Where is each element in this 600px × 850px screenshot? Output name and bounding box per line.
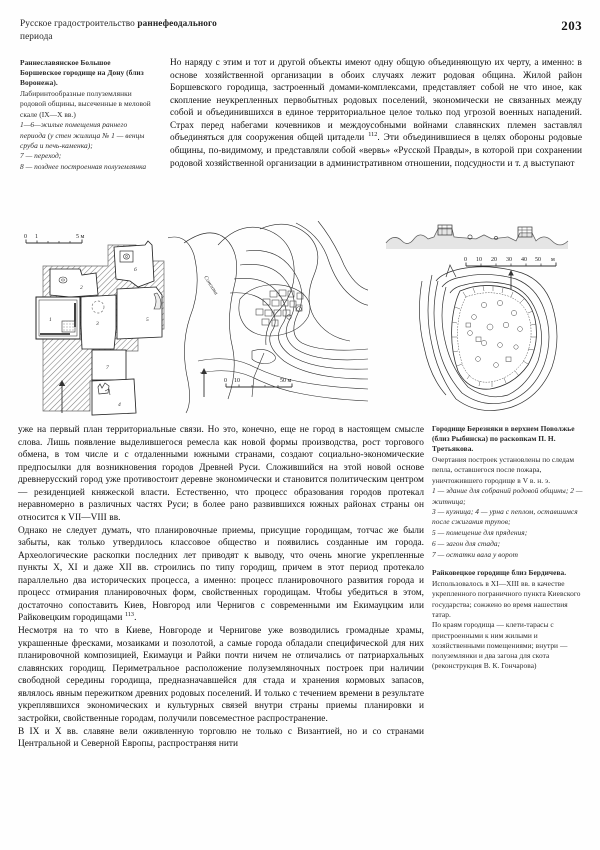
caption-spacer <box>432 560 584 568</box>
body-bottom-p4: В IX и X вв. славяне вели оживленную торговлю не только с Византией, но и со странами Центральной и Северной Европы, распространяя нити <box>18 726 424 750</box>
scale-bar-fig1 <box>24 234 85 243</box>
page-number: 203 <box>561 18 582 33</box>
running-head <box>20 18 350 44</box>
svg-text:5 м: 5 м <box>76 234 85 240</box>
svg-text:1: 1 <box>35 234 38 240</box>
svg-text:0: 0 <box>464 257 467 263</box>
running-head-line2: периода <box>20 32 53 43</box>
caption-right-block1-key-3: 5 — помещение для прядения; <box>432 528 528 538</box>
body-top-paragraph <box>170 57 582 170</box>
terrain-profile <box>386 225 568 249</box>
svg-text:20: 20 <box>491 257 497 263</box>
footnote-marker-112: 112 <box>368 131 378 139</box>
svg-text:30: 30 <box>506 257 512 263</box>
running-head-text: Русское градостроительство <box>20 19 138 29</box>
body-top-part2: . Эти объединившиеся в целях обороны родовые общины, по-видимому, и представляли собой «вервь» «Русской Правды», в которой при сохранении родовой хозяйственной организации в административном отношении, подсудности и т. д выступают <box>170 133 582 169</box>
room-label-2: 2 <box>80 285 83 291</box>
room-label-1: 1 <box>49 317 52 323</box>
svg-text:10: 10 <box>476 257 482 263</box>
room-label-7: 7 <box>106 365 109 371</box>
body-bottom-p2-part1: Однако не следует думать, что планировочные приемы, присущие городищам, тотчас же были забыты, как только утвердилось классовое общество и появились созданные им города. Археологические раскопки последних лет приводят к выводу, что очень многие укрепленные пункты X, XI и даже XII вв. строились по типу городищ, причем в этот период протекало параллельно два исторических процесса, а именно: процесс планировочного развития города и процесс отмирания планировочных форм, свойственных городищам. Чтобы убедиться в этом, достаточно сопоставить Киев, Новгород или Чернигов с современными им Екимауцким или Райковецким городищами <box>18 525 424 624</box>
caption-right-block1-key-1: 1 — здание для собраний родовой общины; 2 — житница; <box>432 486 583 506</box>
figure-group <box>0 215 600 420</box>
body-bottom-p2 <box>18 525 424 626</box>
running-head-bold: раннефеодального <box>137 19 217 29</box>
figure-borshevo-plan <box>18 221 178 421</box>
room-label-6: 6 <box>134 267 137 273</box>
stone-stove <box>62 321 75 332</box>
inner-court-outline <box>452 285 537 389</box>
scale-bar-fig3 <box>464 257 556 266</box>
caption-right-block1-key-4: 6 — загон для стада; <box>432 538 501 548</box>
contour-lines <box>168 221 368 413</box>
body-bottom-p1: уже на первый план территориальные связи. Но это, конечно, еще не город в настоящем смысле слова. Лишь появление выделившегося ремесла как новой формы производства, рост торгового обмена, в том числе и с отдаленными южными странами, создают социально-экономические предпосылки для возникновения городов Древней Руси. Сложившийся на этой новой основе древнерусский город уже противостоит деревне экономически и становится политическим центром — резиденцией княжеской власти. Естественно, что процесс образования городов протекал неравномерно в различных частях Руси; в более рано развившихся южных районах страны он относится к VII—VIII вв. <box>18 425 424 523</box>
body-bottom-p2-part2: . <box>134 613 137 624</box>
caption-right-block1-key-5: 7 — остатки вала у ворот <box>432 549 518 559</box>
north-arrow-fig2 <box>201 368 207 397</box>
body-text-top <box>170 57 582 170</box>
footnote-marker-113: 113 <box>124 611 135 619</box>
svg-text:50 м: 50 м <box>280 378 292 384</box>
room-4 <box>92 379 136 415</box>
river-label: Сонохта <box>202 274 219 297</box>
caption-right-block1-desc: Очертания построек установлены по следам пепла, оставшегося после пожара, уничтожившего городище в V в. н. э. <box>432 455 575 485</box>
caption-left-key-2: 7 — переход; <box>20 151 62 161</box>
caption-right-block2-title: Райковецкое городище близ Бердичева. <box>432 568 567 578</box>
svg-text:10: 10 <box>234 378 240 384</box>
caption-right-block2-key-1: По краям городища — клети-тарасы с пристроенными к ним жилыми и хозяйственными помещениями; внутри — полуземлянки и два загона для скота (реконструкция В. К. Гончарова) <box>432 620 568 671</box>
figure-bereznyaki-contour-map <box>168 221 368 416</box>
svg-text:0: 0 <box>24 234 27 240</box>
caption-left-key-3: 8 — позднее построенная полуземлянка <box>20 162 147 172</box>
svg-text:40: 40 <box>521 257 527 263</box>
caption-left-key-1: 1—6—жилые помещения раннего периода (у стен жилища № 1 — венцы сруба и печь-каменка); <box>20 120 145 150</box>
body-bottom-p3: Несмотря на то что в Киеве, Новгороде и Чернигове уже возводились громадные храмы, украшенные фресками, мозаиками и позолотой, а самые города обладали специфической для них планировочной композицией, Екимауци и Райки почти ничем не отличались от патриархальных славянских городищ. Периметральное расположение полуземляночных построек при наличии свободной середины городища, предназначавшейся для стада и хранения кормовых запасов, являлось явным пережитком древних родовых поселений. И только с течением времени в результате укреплявшихся экономических и культурных связей внутри страны приемы планировки и застройки, свойственные городам, получили повсеместное распространение. <box>18 626 424 724</box>
gate-notch <box>446 265 456 277</box>
figure-caption-right <box>432 424 584 672</box>
svg-text:50: 50 <box>535 257 541 263</box>
caption-left-title: Раннеславянское Большое Боршевское городище на Дону (близ Воронежа). <box>20 58 144 88</box>
body-top-part1: Но наряду с этим и тот и другой объекты имеют одну общую объединяющую их черту, а именно: в основе хозяйственной организации в обоих случаях лежит родовая община. Жилой район Боршевского городища, застроенный домами-комплексами, представляет собой не что иное, как скопление неукрепленных первобытных родовых поселений, экономически не связанных между собой и объединившихся в единое территориальное целое только под угрозой военных нападений. Страх перед набегами кочевников и междоусобными войнами славянских племен заставлял объединяться для сооружения общей цитадели <box>170 58 582 144</box>
caption-right-block2-desc: Использовалось в XI—XIII вв. в качестве укрепленного пограничного пункта Киевского государства; сожжено во время нашествия татар. <box>432 579 581 619</box>
svg-text:м: м <box>551 257 555 263</box>
caption-left-desc: Лабиринтообразные полуземлянки родовой общины, высеченные в меловой скале (IX—X вв.) <box>20 89 151 119</box>
caption-right-block1-key-2: 3 — кузница; 4 — урна с пеплом, оставшимся после сжигания трупов; <box>432 507 578 527</box>
figure-caption-left <box>20 58 152 173</box>
room-label-3: 3 <box>96 321 99 327</box>
caption-right-block1-title: Городище Березняки в верхнем Поволжье (близ Рыбинска) по раскопкам П. Н. Третьякова. <box>432 424 575 454</box>
room-label-5: 5 <box>146 317 149 323</box>
room-7 <box>92 350 126 380</box>
body-text-bottom <box>18 424 424 751</box>
svg-text:0: 0 <box>224 378 227 384</box>
scale-bar-fig2 <box>224 378 292 387</box>
room-label-4: 4 <box>118 402 121 408</box>
figure-raykovetskoye-plan <box>380 219 580 415</box>
